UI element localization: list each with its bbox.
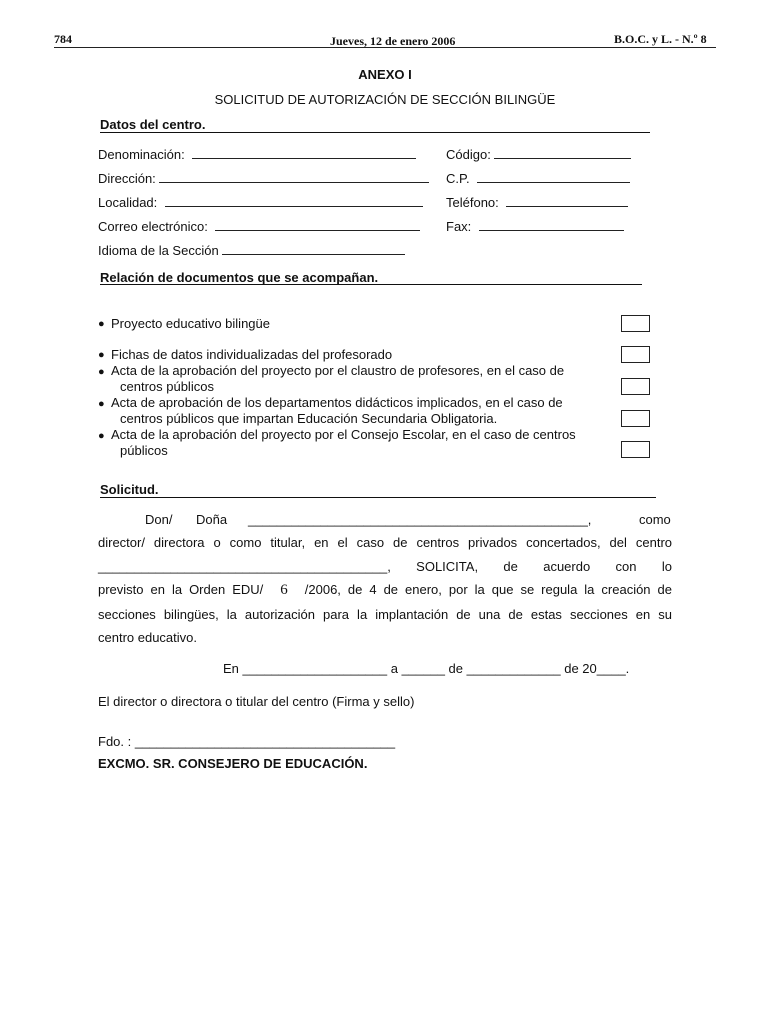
fill-line	[477, 171, 630, 183]
codigo-field[interactable]	[446, 147, 631, 162]
recipient: EXCMO. SR. CONSEJERO DE EDUCACIÓN.	[98, 756, 368, 771]
document-item: Proyecto educativo bilingüe	[111, 316, 270, 331]
section-rule	[100, 497, 656, 498]
como-word: como	[639, 512, 671, 527]
fill-line	[159, 171, 429, 183]
header-rule	[54, 47, 716, 48]
field-label: C.P.	[446, 171, 470, 186]
field-label: Teléfono:	[446, 195, 499, 210]
document-item-continuation: públicos	[120, 443, 168, 458]
checkbox-proyecto[interactable]	[621, 315, 650, 332]
orden-text: previsto en la Orden EDU/	[98, 582, 264, 597]
bullet-icon: ●	[98, 430, 105, 442]
correo-field[interactable]	[98, 219, 420, 234]
field-label: Código:	[446, 147, 491, 162]
section-heading-documentos: Relación de documentos que se acompañan.	[100, 270, 379, 285]
orden-text: /2006, de 4 de enero, por la que se regula la creación de	[304, 582, 672, 597]
solicitud-line: centro educativo.	[98, 630, 198, 645]
solicitante-blank[interactable]: _______________________________________________,	[248, 512, 592, 527]
cp-field[interactable]	[446, 171, 630, 186]
firma-label: El director o directora o titular del centro (Firma y sello)	[98, 694, 415, 709]
fill-line	[494, 147, 631, 159]
localidad-field[interactable]	[98, 195, 423, 210]
checkbox-acta-consejo[interactable]	[621, 441, 650, 458]
fill-line	[222, 243, 405, 255]
bullet-icon: ●	[98, 366, 105, 378]
direccion-field[interactable]	[98, 171, 429, 186]
solicita-text: SOLICITA, de acuerdo con lo	[416, 558, 672, 574]
checkbox-acta-departamentos[interactable]	[621, 410, 650, 427]
document-item: Acta de la aprobación del proyecto por el claustro de profesores, en el caso de	[111, 363, 565, 378]
document-item: Acta de la aprobación del proyecto por el Consejo Escolar, en el caso de centros	[111, 427, 576, 442]
field-label: Correo electrónico:	[98, 219, 208, 234]
header-date: Jueves, 12 de enero 2006	[330, 34, 456, 48]
fill-line	[165, 195, 423, 207]
solicitud-line: director/ directora o como titular, en el caso de centros privados concertados, del centro	[98, 535, 672, 550]
section-rule	[100, 284, 642, 285]
fill-line	[215, 219, 420, 231]
bullet-icon: ●	[98, 318, 105, 330]
fill-line	[506, 195, 628, 207]
fill-line	[192, 147, 416, 159]
bullet-icon: ●	[98, 349, 105, 361]
orden-number[interactable]: 6	[280, 582, 288, 598]
field-label: Localidad:	[98, 195, 158, 210]
publication-ref: B.O.C. y L. - N.º 8	[614, 32, 707, 46]
checkbox-fichas[interactable]	[621, 346, 650, 363]
fax-field[interactable]	[446, 219, 624, 234]
solicitud-body	[98, 531, 672, 650]
field-label: Denominación:	[98, 147, 185, 162]
place-date-line[interactable]: En ____________________ a ______ de _____________ de 20____.	[223, 661, 630, 676]
don-label: Don/	[145, 512, 173, 527]
solicitud-line	[98, 578, 672, 603]
annex-title: ANEXO I	[358, 67, 412, 82]
checkbox-acta-claustro[interactable]	[621, 378, 650, 395]
section-heading-centro: Datos del centro.	[100, 117, 206, 132]
field-label: Idioma de la Sección	[98, 243, 219, 258]
field-label: Dirección:	[98, 171, 156, 186]
document-item: Fichas de datos individualizadas del profesorado	[111, 347, 393, 362]
form-title: SOLICITUD DE AUTORIZACIÓN DE SECCIÓN BILINGÜE	[214, 92, 556, 107]
solicitud-line	[98, 555, 672, 579]
fill-line	[479, 219, 624, 231]
solicitud-line: secciones bilingües, la autorización para la implantación de una de estas secciones en su	[98, 606, 672, 622]
centro-blank[interactable]: ________________________________________,	[98, 558, 391, 574]
dona-label: Doña	[196, 512, 228, 527]
fdo-line[interactable]: Fdo. : ____________________________________	[98, 734, 396, 749]
page-number: 784	[54, 32, 72, 46]
telefono-field[interactable]	[446, 195, 628, 210]
section-heading-solicitud: Solicitud.	[100, 482, 159, 497]
section-rule	[100, 132, 650, 133]
document-item-continuation: centros públicos	[120, 379, 214, 394]
idioma-field[interactable]	[98, 243, 405, 258]
field-label: Fax:	[446, 219, 472, 234]
denominacion-field[interactable]	[98, 147, 416, 162]
bullet-icon: ●	[98, 398, 105, 410]
document-item: Acta de aprobación de los departamentos didácticos implicados, en el caso de	[111, 395, 563, 410]
document-item-continuation: centros públicos que impartan Educación Secundaria Obligatoria.	[120, 411, 498, 426]
